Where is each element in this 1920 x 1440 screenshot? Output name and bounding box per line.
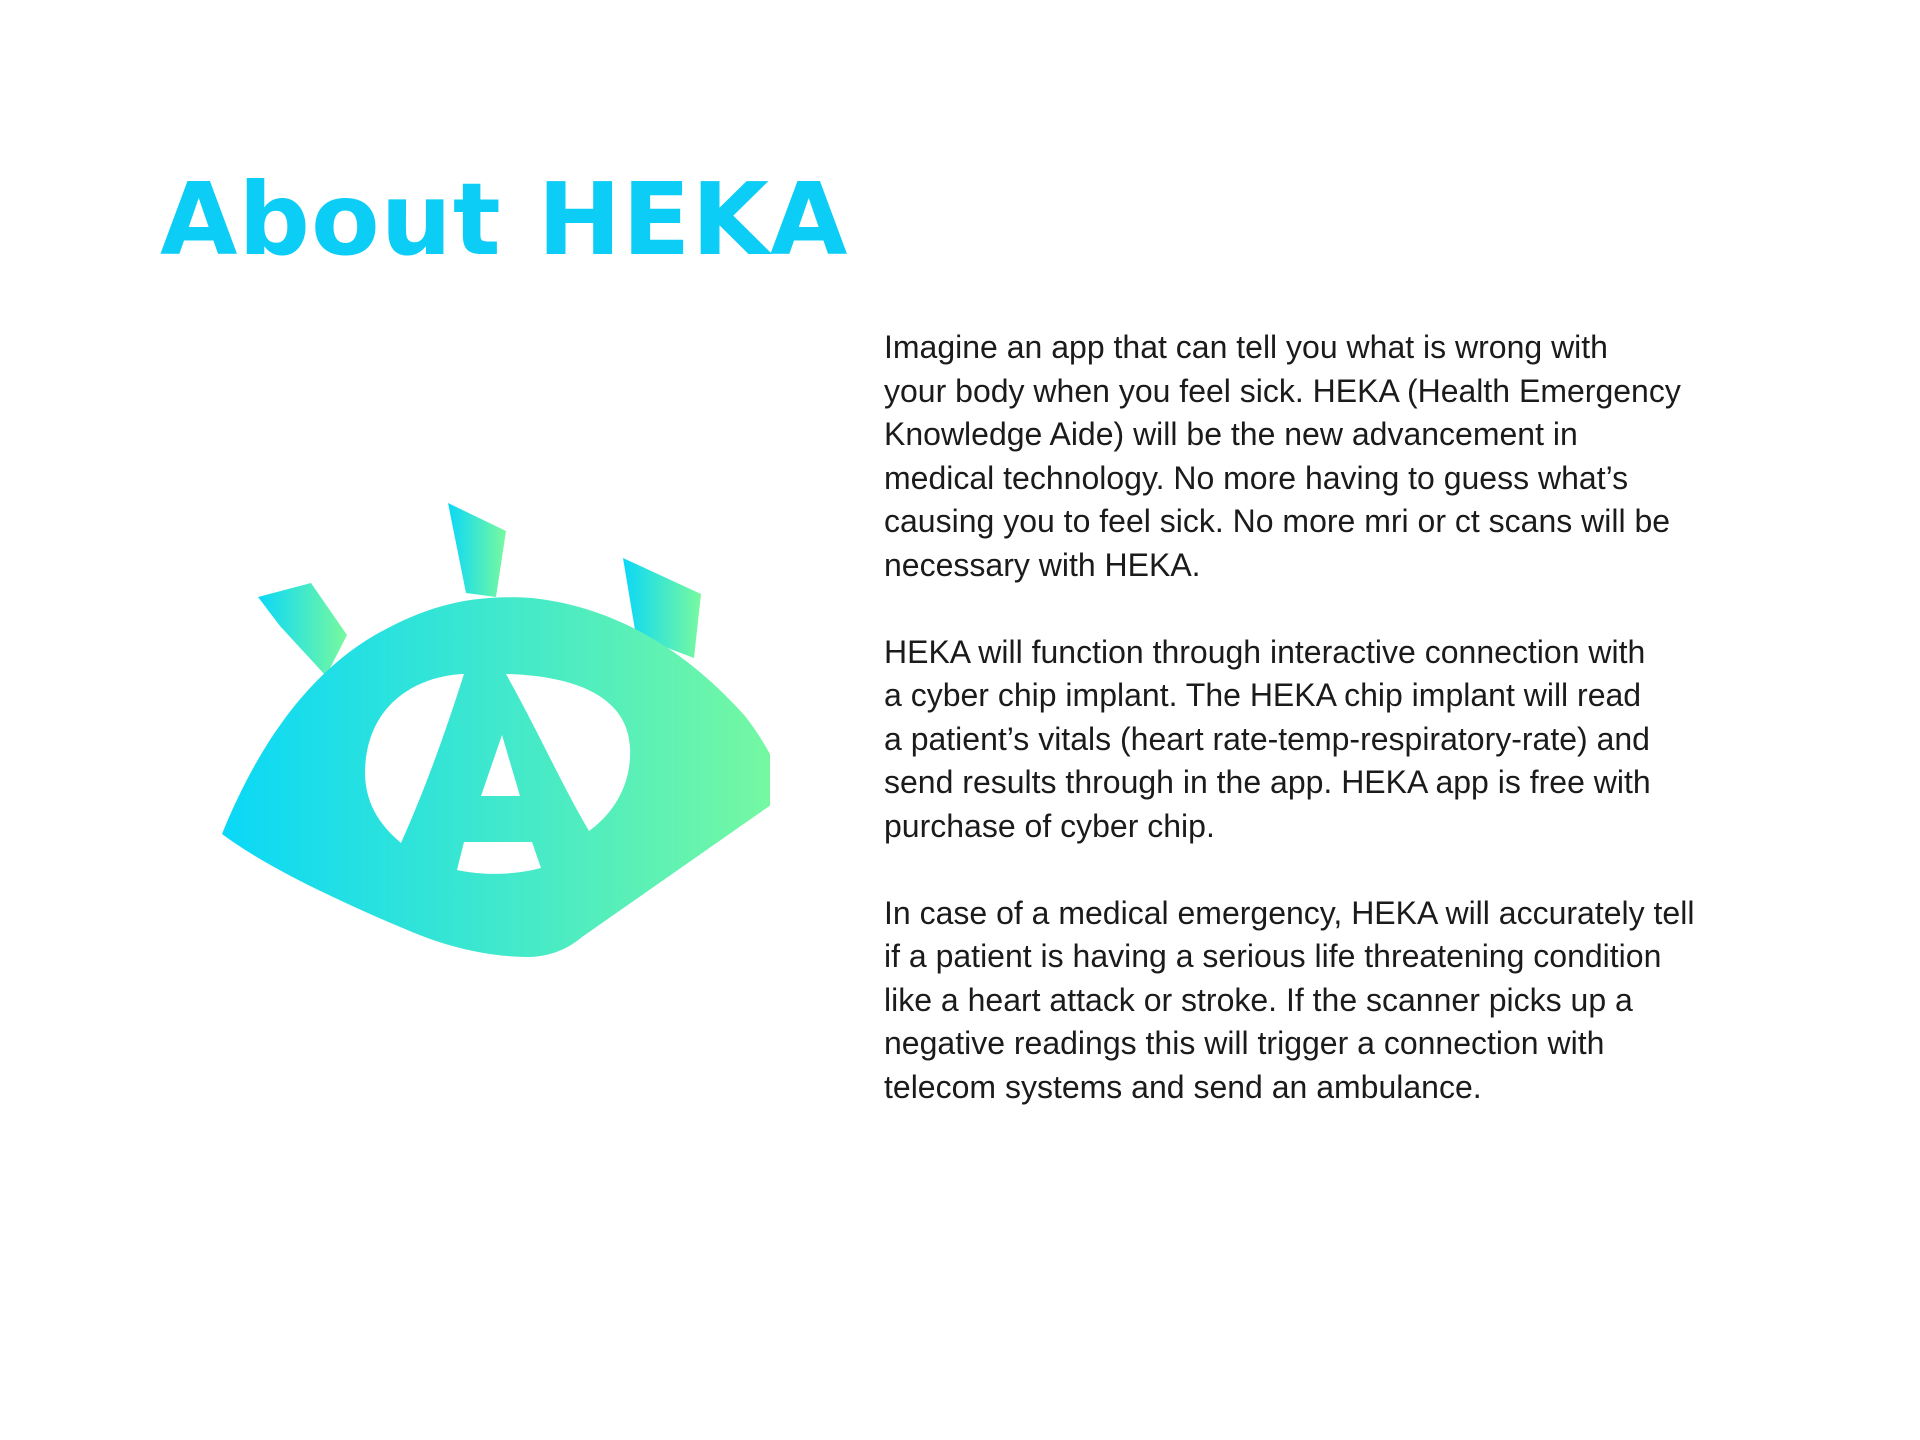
- text-line: send results through in the app. HEKA app is free with: [884, 764, 1651, 801]
- text-line: necessary with HEKA.: [884, 546, 1201, 583]
- heka-eye-logo-icon: [200, 490, 770, 960]
- text-line: your body when you feel sick. HEKA (Health Emergency: [884, 372, 1681, 409]
- text-line: telecom systems and send an ambulance.: [884, 1068, 1482, 1105]
- body-text: [884, 326, 1784, 1110]
- text-line: Imagine an app that can tell you what is wrong with: [884, 329, 1608, 365]
- text-line: if a patient is having a serious life threatening condition: [884, 938, 1662, 975]
- text-line: medical technology. No more having to guess what’s: [884, 459, 1629, 496]
- text-line: purchase of cyber chip.: [884, 807, 1215, 844]
- text-line: In case of a medical emergency, HEKA will accurately tell: [884, 894, 1695, 931]
- page-title: About HEKA: [160, 161, 849, 278]
- text-line: causing you to feel sick. No more mri or ct scans will be: [884, 503, 1671, 540]
- paragraph-emergency: [884, 892, 1784, 1110]
- text-line: Knowledge Aide) will be the new advancement in: [884, 416, 1578, 453]
- text-line: a patient’s vitals (heart rate-temp-respiratory-rate) and: [884, 720, 1650, 757]
- paragraph-intro: [884, 326, 1784, 588]
- text-line: negative readings this will trigger a connection with: [884, 1025, 1605, 1062]
- text-line: a cyber chip implant. The HEKA chip implant will read: [884, 677, 1642, 714]
- text-line: HEKA will function through interactive connection with: [884, 633, 1646, 670]
- text-line: like a heart attack or stroke. If the scanner picks up a: [884, 981, 1633, 1018]
- paragraph-function: [884, 631, 1784, 849]
